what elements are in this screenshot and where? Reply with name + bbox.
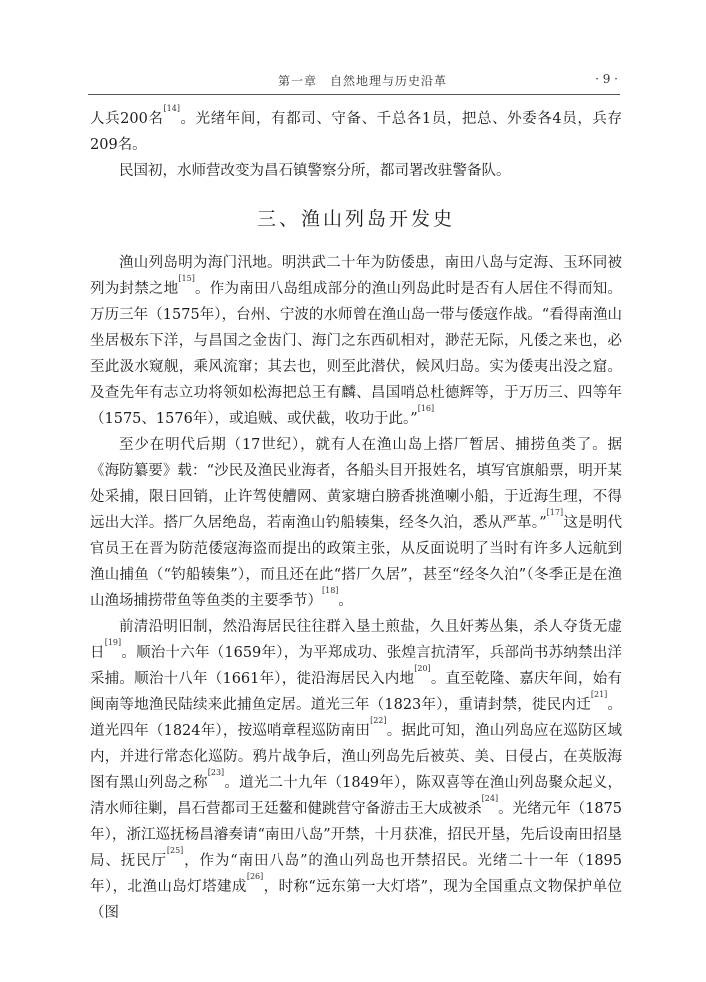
footnote-ref: [20] bbox=[414, 664, 431, 673]
paragraph-republic: 民国初，水师营改变为昌石镇警察分所，都司署改驻警备队。 bbox=[119, 163, 511, 179]
footnote-ref: [16] bbox=[417, 404, 435, 413]
running-header bbox=[88, 70, 620, 90]
footnote-ref: [24] bbox=[481, 794, 499, 803]
paragraph-qing-history: 前清沿明旧制，然沿海居民往往群入垦土煎盐，久且奸莠丛集，杀人夺货无虚日[19]。顺治十六年（1659年），为平郑成功、张煌言抗清军，兵部尚书苏纳禁出洋采捕。顺治十八年（1661年），徙沿海居民入内地[20]。直至乾隆、嘉庆年间，始有闽南等地渔民陆续来此捕鱼定居。道光三年（1823年），重请封禁，徙民内迁[21]。道光四年（1824年），按巡哨章程巡防南田[22]。据此可知，渔山列岛应在巡防区域内，并进行常态化巡防。鸦片战争后，渔山列岛先后被英、美、日侵占，在英版海图有黑山列岛之称[23]。道光二十九年（1849年），陈双喜等在渔山列岛聚众起义，清水师往剿，昌石营都司王廷鳌和健跳营守备游击王大成被杀[24]。光绪元年（1875年），浙江巡抚杨昌濬奏请“南田八岛”开禁，十月获准，招民开垦，先后设南田招垦局、抚民厅[25]，作为“南田八岛”的渔山列岛也开禁招民。光绪二十一年（1895年），北渔山岛灯塔建成[26]，时称“远东第一大灯塔”，现为全国重点文物保护单位（图 bbox=[90, 619, 623, 921]
footnote-ref: [15] bbox=[178, 274, 195, 283]
footnote-ref: [22] bbox=[370, 716, 387, 725]
footnote-ref: [21] bbox=[590, 690, 608, 699]
footnote-ref: [26] bbox=[246, 872, 264, 881]
header-rule bbox=[88, 94, 620, 95]
section-heading: 三、渔山列岛开发史 bbox=[256, 208, 455, 230]
footnote-ref: [14] bbox=[163, 104, 180, 113]
paragraph-troops: 人兵200名[14]。光绪年间，有都司、守备、千总各1员，把总、外委各4员，兵存209名。 bbox=[90, 104, 622, 153]
footnote-ref: [17] bbox=[546, 508, 564, 517]
footnote-ref: [18] bbox=[322, 586, 339, 595]
page-number: · 9 · bbox=[595, 72, 618, 86]
paragraph-late-ming: 至少在明代后期（17世纪），就有人在渔山岛上搭厂暂居、捕捞鱼类了。据《海防纂要》载：“沙民及渔民业海者，各船头目开报姓名，填写官旗船票，明开某处采捕，限日回销，止许驾使艚网、黄家塘白膀香挑渔喇小船，于近海生理，不得远出大洋。搭厂久居绝岛，若南渔山钓船辏集，经冬久泊，悉从严革。”[17]这是明代官员王在晋为防范倭寇海盗而提出的政策主张，从反面说明了当时有许多人远航到渔山捕鱼（“钓船辏集”），而且还在此“搭厂久居”，甚至“经冬久泊”（冬季正是在渔山渔场捕捞带鱼等鱼类的主要季节）[18]。 bbox=[90, 437, 622, 609]
footnote-ref: [25] bbox=[166, 846, 184, 855]
footnote-ref: [19] bbox=[104, 638, 122, 647]
chapter-title: 第一章 自然地理与历史沿革 bbox=[278, 74, 448, 88]
paragraph-ming-history: 渔山列岛明为海门汛地。明洪武二十年为防倭患，南田八岛与定海、玉环同被列为封禁之地[15]。作为南田八岛组成部分的渔山列岛此时是否有人居住不得而知。万历三年（1575年），台州、宁波的水师曾在渔山岛一带与倭寇作战。“看得南渔山坐居极东下洋，与昌国之金齿门、海门之东西矶相对，渺茫无际，凡倭之来也，必至此汲水窥舰，乘风流窜；其去也，则至此潜伏，候风归岛。实为倭夷出没之窟。及查先年有志立功将领如松海把总王有麟、昌国哨总杜德辉等，于万历三、四等年（1575、1576年），或追贼、或伏截，收功于此。”[16] bbox=[90, 255, 623, 427]
page-body bbox=[90, 106, 622, 926]
footnote-ref: [23] bbox=[207, 768, 225, 777]
